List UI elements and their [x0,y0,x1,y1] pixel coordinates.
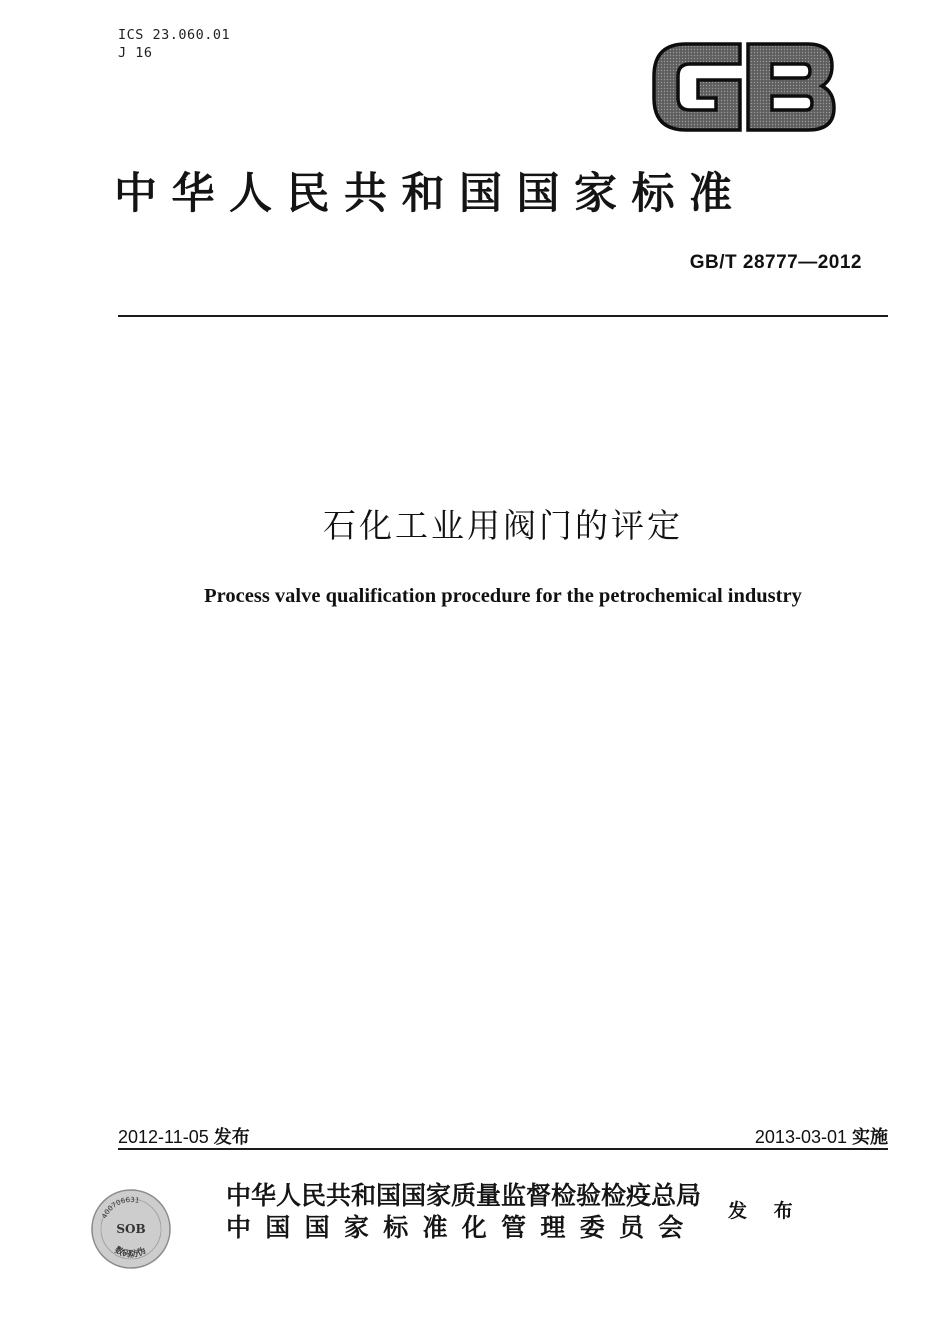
standard-title: 中华人民共和国国家标准 [114,169,747,219]
document-title-cn: 石化工业用阀门的评定 [323,506,683,545]
gb-logo-text: GB [648,36,650,37]
issue-date [118,1123,250,1149]
issuer-aqsiq: 中华人民共和国国家质量监督检验检疫总局 [226,1181,702,1210]
issue-date-value: 2012-11-05 [118,1127,209,1147]
implementation-date [755,1123,888,1149]
ics-code: ICS 23.060.01 [118,27,231,43]
bottom-divider [118,1148,888,1150]
gb-logo [648,36,838,138]
classification-codes [118,26,230,62]
gb-logo-g-letter [654,44,740,130]
implementation-date-value: 2013-03-01 [754,1127,847,1147]
publish-label: 发 布 [728,1200,803,1222]
standard-number: GB/T 28777—2012 [689,252,862,273]
ccs-code: J 16 [118,45,153,61]
implementation-date-label: 实施 [852,1127,888,1148]
issuer-sac: 中国国家标准化管理委员会 [226,1213,698,1242]
issue-date-label: 发布 [213,1127,250,1148]
anti-counterfeit-seal [90,1188,172,1270]
seal-serial: 400706631 [100,1195,141,1220]
top-divider [118,315,888,317]
gb-logo-b-letter [748,44,834,130]
seal-caption: 数码防伪 [112,1245,148,1261]
seal-mark: SOB [116,1222,146,1236]
document-title-en: Process valve qualification procedure for the petrochemical industry [204,585,802,607]
